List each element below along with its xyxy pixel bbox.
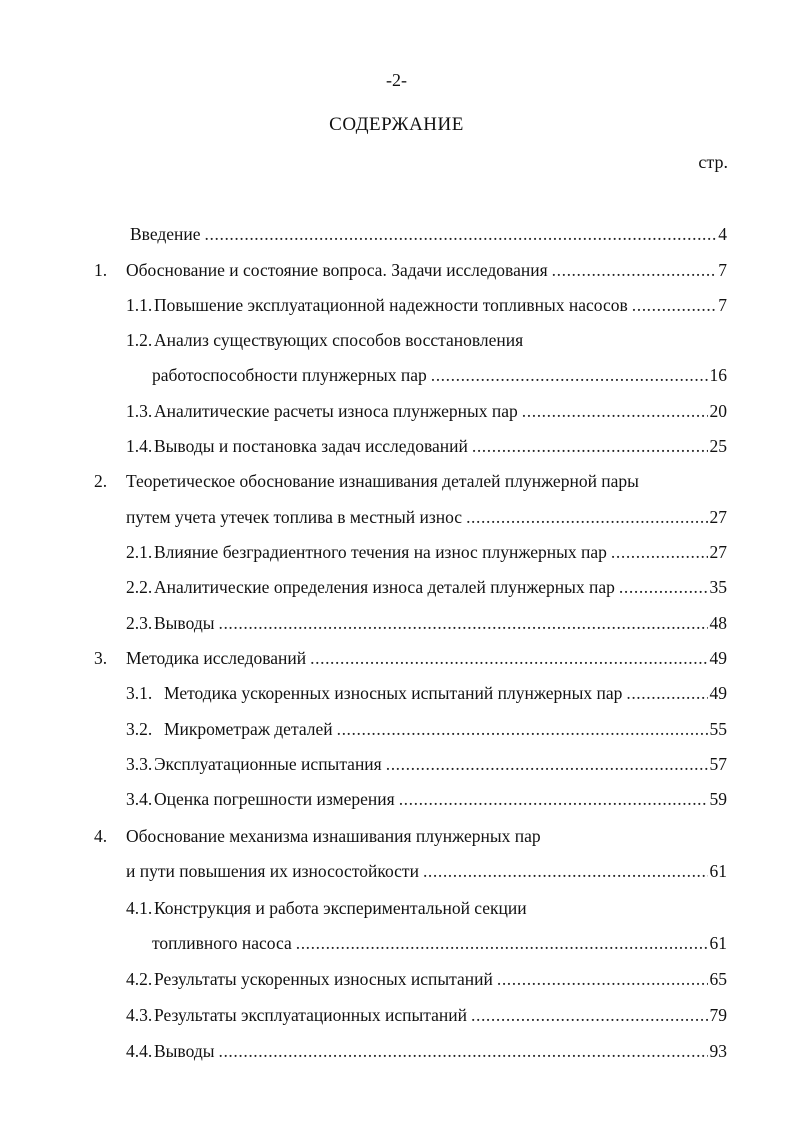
- toc-entry-1-1: [0, 292, 793, 318]
- toc-leader-dots: [386, 751, 708, 777]
- toc-leader-dots: [310, 645, 707, 671]
- toc-leader-dots: [632, 292, 717, 318]
- toc-entry-line: [126, 645, 727, 671]
- toc-entry-number: 3.2.: [126, 719, 153, 739]
- toc-entry-line: [152, 362, 727, 388]
- toc-entry-line: [154, 610, 727, 636]
- toc-entry-4-2: [0, 966, 793, 992]
- toc-entry-page: 93: [709, 1041, 727, 1061]
- toc-entry-page: 25: [709, 436, 727, 456]
- toc-leader-dots: [296, 930, 708, 956]
- toc-entry-line: [126, 257, 727, 283]
- toc-entry-1-2-cont: [0, 362, 793, 388]
- toc-entry-number: 1.: [94, 260, 108, 280]
- toc-entry-number: 1.1.: [126, 295, 153, 315]
- toc-entry-title: Повышение эксплуатационной надежности топливных насосов: [154, 295, 628, 315]
- toc-entry-line: [154, 574, 727, 600]
- toc-entry-number: 2.1.: [126, 542, 153, 562]
- toc-entry-number: 3.3.: [126, 754, 153, 774]
- toc-entry-title: Микрометраж деталей: [164, 719, 333, 739]
- toc-entry-page: 7: [718, 260, 727, 280]
- toc-entry-number: 1.3.: [126, 401, 153, 421]
- toc-entry-line: [154, 1038, 727, 1064]
- toc-entry-number: 4.4.: [126, 1041, 153, 1061]
- toc-entry-title: топливного насоса: [152, 933, 292, 953]
- toc-entry-page: 27: [709, 507, 727, 527]
- toc-entry-page: 48: [709, 613, 727, 633]
- toc-entry-line: [154, 1002, 727, 1028]
- toc-entry-line: [154, 786, 727, 812]
- toc-entry-number: 1.2.: [126, 330, 153, 350]
- toc-entry-title: Аналитические расчеты износа плунжерных пар: [154, 401, 518, 421]
- toc-entry-page: 59: [709, 789, 727, 809]
- toc-entry-2-1: [0, 539, 793, 565]
- toc-leader-dots: [626, 680, 707, 706]
- toc-entry-page: 7: [718, 295, 727, 315]
- toc-entry-number: 2.: [94, 471, 108, 491]
- toc-entry-3-3: [0, 751, 793, 777]
- toc-entry-4-1: [0, 895, 793, 921]
- toc-entry-page: 4: [718, 224, 727, 244]
- toc-entry-title: работоспособности плунжерных пар: [152, 365, 427, 385]
- toc-entry-number: 2.3.: [126, 613, 153, 633]
- toc-entry-number: 4.1.: [126, 898, 153, 918]
- toc-entry-page: 16: [709, 365, 727, 385]
- toc-entry-line: [126, 823, 727, 849]
- toc-entry-line: [154, 327, 727, 353]
- toc-entry-page: 35: [709, 577, 727, 597]
- toc-leader-dots: [399, 786, 708, 812]
- page-title: СОДЕРЖАНИЕ: [329, 114, 464, 135]
- toc-entry-title: и пути повышения их износостойкости: [126, 861, 419, 881]
- toc-leader-dots: [552, 257, 717, 283]
- toc-leader-dots: [423, 858, 708, 884]
- toc-entry-page: 49: [709, 683, 727, 703]
- toc-entry-1-4: [0, 433, 793, 459]
- toc-entry-line: [164, 716, 727, 742]
- toc-entry-number: 4.: [94, 826, 108, 846]
- toc-entry-3-1: [0, 680, 793, 706]
- toc-leader-dots: [337, 716, 708, 742]
- toc-entry-title: Эксплуатационные испытания: [154, 754, 382, 774]
- toc-entry-line: [154, 966, 727, 992]
- toc-entry-3-2: [0, 716, 793, 742]
- toc-leader-dots: [497, 966, 708, 992]
- toc-entry-page: 27: [709, 542, 727, 562]
- toc-entry-line: [154, 398, 727, 424]
- toc-entry-1-2: [0, 327, 793, 353]
- toc-entry-number: 1.4.: [126, 436, 153, 456]
- toc-entry-title: Конструкция и работа экспериментальной секции: [154, 898, 527, 918]
- toc-entry-page: 61: [709, 861, 727, 881]
- toc-entry-page: 20: [709, 401, 727, 421]
- toc-entry-title: Результаты эксплуатационных испытаний: [154, 1005, 467, 1025]
- toc-entry-line: [154, 539, 727, 565]
- toc-entry-page: 49: [709, 648, 727, 668]
- page-number: -2-: [386, 70, 407, 90]
- toc-entry-line: [164, 680, 727, 706]
- toc-entry-chapter-3: [0, 645, 793, 671]
- toc-entry-line: [126, 468, 727, 494]
- toc-entry-line: [154, 433, 727, 459]
- toc-entry-title: Выводы и постановка задач исследований: [154, 436, 468, 456]
- toc-entry-title: Методика исследований: [126, 648, 307, 668]
- toc-entry-title: путем учета утечек топлива в местный износ: [126, 507, 463, 527]
- toc-leader-dots: [218, 610, 707, 636]
- toc-entry-line: [126, 504, 727, 530]
- toc-entry-title: Обоснование механизма изнашивания плунжерных пар: [126, 826, 541, 846]
- toc-entry-title: Результаты ускоренных износных испытаний: [154, 969, 493, 989]
- toc-entry-line: [154, 895, 727, 921]
- page-column-label: стр.: [698, 152, 728, 172]
- toc-entry-title: Влияние безградиентного течения на износ плунжерных пар: [154, 542, 607, 562]
- toc-entry-intro: [0, 221, 793, 247]
- toc-entry-line: [154, 751, 727, 777]
- toc-entry-chapter-4-cont: [0, 858, 793, 884]
- toc-entry-number: 2.2.: [126, 577, 153, 597]
- toc-entry-page: 79: [709, 1005, 727, 1025]
- toc-leader-dots: [471, 1002, 708, 1028]
- toc-entry-page: 55: [709, 719, 727, 739]
- toc-entry-title: Аналитические определения износа деталей плунжерных пар: [154, 577, 615, 597]
- toc-leader-dots: [522, 398, 708, 424]
- toc-leader-dots: [205, 221, 717, 247]
- toc-entry-chapter-2: [0, 468, 793, 494]
- toc-entry-2-3: [0, 610, 793, 636]
- toc-entry-line: [154, 292, 727, 318]
- toc-entry-number: 4.2.: [126, 969, 153, 989]
- toc-entry-page: 61: [709, 933, 727, 953]
- toc-entry-number: 3.1.: [126, 683, 153, 703]
- toc-entry-line: [130, 221, 727, 247]
- toc-leader-dots: [472, 433, 708, 459]
- toc-entry-1-3: [0, 398, 793, 424]
- toc-entry-chapter-1: [0, 257, 793, 283]
- toc-entry-title: Методика ускоренных износных испытаний плунжерных пар: [164, 683, 623, 703]
- toc-entry-number: 3.4.: [126, 789, 153, 809]
- toc-entry-title: Выводы: [154, 613, 215, 633]
- toc-entry-number: 3.: [94, 648, 108, 668]
- toc-entry-3-4: [0, 786, 793, 812]
- toc-entry-line: [126, 858, 727, 884]
- toc-entry-title: Теоретическое обоснование изнашивания деталей плунжерной пары: [126, 471, 639, 491]
- toc-leader-dots: [218, 1038, 707, 1064]
- toc-leader-dots: [431, 362, 708, 388]
- toc-entry-number: 4.3.: [126, 1005, 153, 1025]
- toc-leader-dots: [619, 574, 708, 600]
- toc-entry-line: [152, 930, 727, 956]
- toc-entry-title: Оценка погрешности измерения: [154, 789, 395, 809]
- toc-entry-chapter-2-cont: [0, 504, 793, 530]
- toc-entry-title: Анализ существующих способов восстановления: [154, 330, 524, 350]
- toc-leader-dots: [466, 504, 707, 530]
- toc-entry-title: Обоснование и состояние вопроса. Задачи исследования: [126, 260, 548, 280]
- toc-entry-page: 65: [709, 969, 727, 989]
- toc-entry-4-3: [0, 1002, 793, 1028]
- toc-entry-2-2: [0, 574, 793, 600]
- toc-entry-chapter-4: [0, 823, 793, 849]
- toc-entry-4-4: [0, 1038, 793, 1064]
- toc-entry-page: 57: [709, 754, 727, 774]
- toc-entry-title: Выводы: [154, 1041, 215, 1061]
- toc-entry-title: Введение: [130, 224, 201, 244]
- toc-entry-4-1-cont: [0, 930, 793, 956]
- toc-leader-dots: [611, 539, 708, 565]
